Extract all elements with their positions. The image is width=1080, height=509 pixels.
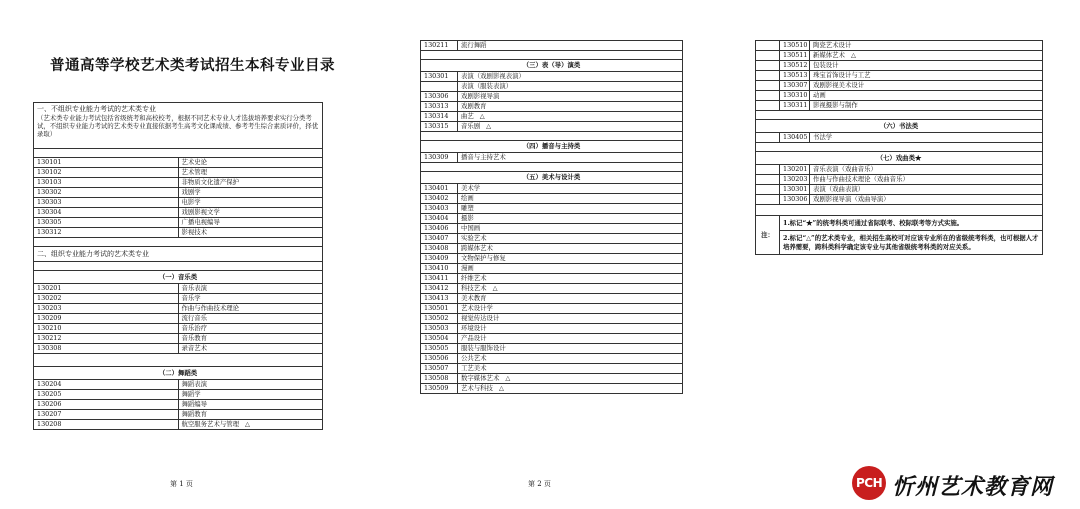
spacer-cell <box>756 61 780 71</box>
major-name-text: 文物保护与修复 <box>461 254 506 263</box>
major-name <box>810 165 1043 175</box>
major-code: 130301 <box>421 72 458 82</box>
note-row <box>756 231 1043 255</box>
major-name <box>178 334 323 344</box>
major-name-text: 工艺美术 <box>461 364 487 373</box>
spacer-cell <box>756 51 780 61</box>
major-name <box>178 228 323 238</box>
major-name <box>458 374 683 384</box>
major-row <box>421 224 683 234</box>
major-code: 130402 <box>421 194 458 204</box>
major-row <box>756 71 1043 81</box>
major-row <box>421 274 683 284</box>
major-name-text: 雕塑 <box>461 204 474 213</box>
major-row <box>34 178 323 188</box>
major-code: 130512 <box>780 61 810 71</box>
major-name <box>458 214 683 224</box>
major-code: 130310 <box>780 91 810 101</box>
major-code: 130308 <box>34 344 179 354</box>
major-name <box>458 324 683 334</box>
major-name-text: 漫画 <box>461 264 474 273</box>
major-row <box>421 284 683 294</box>
major-name-text: 产品设计 <box>461 334 487 343</box>
major-row <box>756 165 1043 175</box>
triangle-mark-icon: △ <box>479 112 485 121</box>
major-code: 130201 <box>780 165 810 175</box>
spacer-cell <box>756 71 780 81</box>
dance-heading: （二）舞蹈类 <box>34 367 323 380</box>
section-row <box>756 120 1043 133</box>
major-row <box>421 122 683 132</box>
major-code: 130315 <box>421 122 458 132</box>
major-name-text: 表演（戏剧影视表演） <box>461 72 525 81</box>
major-row <box>34 324 323 334</box>
major-row <box>756 51 1043 61</box>
note-1: 1.标记“★”的统考科类可通过省际联考、校际联考等方式实施。 <box>780 216 1043 231</box>
major-name-text: 音乐表演（戏曲音乐） <box>813 165 877 174</box>
major-row <box>421 214 683 224</box>
major-code: 130405 <box>780 133 810 143</box>
major-name <box>810 175 1043 185</box>
major-row <box>34 198 323 208</box>
spacer-cell <box>756 165 780 175</box>
major-name <box>458 354 683 364</box>
major-name <box>458 194 683 204</box>
major-name-text: 舞蹈表演 <box>181 380 208 389</box>
major-name-text: 航空服务艺术与管理 <box>181 420 240 429</box>
major-code: 130312 <box>34 228 179 238</box>
logo-text: 忻州艺术教育网 <box>892 474 1054 500</box>
major-row <box>756 101 1043 111</box>
major-name <box>458 344 683 354</box>
major-row <box>421 184 683 194</box>
major-name-text: 公共艺术 <box>461 354 487 363</box>
triangle-mark-icon: △ <box>245 420 250 429</box>
major-name-text: 视觉传达设计 <box>461 314 500 323</box>
major-name-text: 戏剧影视美术设计 <box>813 81 865 90</box>
major-code: 130413 <box>421 294 458 304</box>
major-name <box>178 294 323 304</box>
major-row <box>421 354 683 364</box>
triangle-mark-icon: △ <box>492 284 498 293</box>
major-name-text: 新媒体艺术 <box>813 51 845 60</box>
major-row <box>34 284 323 294</box>
major-row <box>756 61 1043 71</box>
major-name <box>178 314 323 324</box>
major-row <box>34 420 323 430</box>
major-name <box>458 304 683 314</box>
spacer-cell <box>756 81 780 91</box>
major-code: 130203 <box>34 304 179 314</box>
major-name <box>458 264 683 274</box>
major-name <box>178 198 323 208</box>
spacer-cell <box>756 133 780 143</box>
major-name-text: 艺术设计学 <box>461 304 493 313</box>
major-table-page-1 <box>33 102 323 430</box>
major-name <box>178 390 323 400</box>
major-code: 130307 <box>780 81 810 91</box>
major-row <box>756 175 1043 185</box>
major-row <box>34 218 323 228</box>
major-row <box>421 384 683 394</box>
major-code: 130409 <box>421 254 458 264</box>
major-name-text: 非物质文化遗产保护 <box>181 178 240 187</box>
intro-heading: 一、不组织专业能力考试的艺术类专业 <box>37 105 156 113</box>
major-code: 130103 <box>34 178 179 188</box>
major-row <box>421 254 683 264</box>
section-2-row <box>34 247 323 262</box>
major-code: 130311 <box>780 101 810 111</box>
major-name <box>458 364 683 374</box>
major-name-text: 影视摄影与制作 <box>813 101 858 110</box>
major-code: 130501 <box>421 304 458 314</box>
major-name <box>178 208 323 218</box>
major-name-text: 影视技术 <box>181 228 208 237</box>
major-name <box>178 324 323 334</box>
major-name-text: 跨媒体艺术 <box>461 244 493 253</box>
major-row <box>421 344 683 354</box>
major-name <box>458 41 683 51</box>
spacer-cell <box>756 185 780 195</box>
major-name-text: 书法学 <box>813 133 833 142</box>
major-code <box>421 82 458 92</box>
major-name <box>810 91 1043 101</box>
major-name-text: 实验艺术 <box>461 234 487 243</box>
major-name-text: 流行音乐 <box>181 314 208 323</box>
major-row <box>421 314 683 324</box>
major-name <box>810 41 1043 51</box>
major-code: 130306 <box>780 195 810 205</box>
major-name-text: 舞蹈学 <box>181 390 201 399</box>
triangle-mark-icon: △ <box>850 51 856 60</box>
major-name-text: 音乐剧 <box>461 122 481 131</box>
spacer-cell <box>756 101 780 111</box>
major-name <box>178 400 323 410</box>
opera-heading: （七）戏曲类★ <box>756 152 1043 165</box>
major-name-text: 播音与主持艺术 <box>461 153 506 162</box>
major-code: 130204 <box>34 380 179 390</box>
major-name-text: 戏剧影视导演（戏曲导演） <box>813 195 890 204</box>
major-row <box>421 364 683 374</box>
major-row <box>421 153 683 163</box>
major-name-text: 艺术与科技 <box>461 384 493 393</box>
major-row <box>421 194 683 204</box>
major-row <box>421 264 683 274</box>
major-name-text: 舞蹈教育 <box>181 410 208 419</box>
major-name <box>178 420 323 430</box>
major-name-text: 科技艺术 <box>461 284 487 293</box>
section-row <box>34 271 323 284</box>
major-code: 130509 <box>421 384 458 394</box>
spacer-cell <box>756 175 780 185</box>
major-name <box>458 122 683 132</box>
note-row <box>756 216 1043 231</box>
major-name <box>178 158 323 168</box>
major-row <box>421 204 683 214</box>
major-name-text: 表演（服装表演） <box>461 82 513 91</box>
major-row <box>34 334 323 344</box>
major-name-text: 美术学 <box>461 184 481 193</box>
major-row <box>34 304 323 314</box>
major-name-text: 数字媒体艺术 <box>461 374 500 383</box>
major-row <box>34 380 323 390</box>
major-code: 130508 <box>421 374 458 384</box>
major-name <box>810 71 1043 81</box>
major-code: 130511 <box>780 51 810 61</box>
major-code: 130510 <box>780 41 810 51</box>
major-name-text: 摄影 <box>461 214 474 223</box>
major-code: 130206 <box>34 400 179 410</box>
document-title: 普通高等学校艺术类考试招生本科专业目录 <box>50 57 335 74</box>
spacer-cell <box>756 41 780 51</box>
perform-heading: （三）表（导）演类 <box>421 60 683 72</box>
major-row <box>34 168 323 178</box>
major-name <box>178 380 323 390</box>
major-code: 130403 <box>421 204 458 214</box>
major-code: 130102 <box>34 168 179 178</box>
section-row <box>421 60 683 72</box>
major-row <box>756 81 1043 91</box>
major-name <box>810 61 1043 71</box>
major-row <box>421 102 683 112</box>
spacer-cell <box>756 91 780 101</box>
major-code: 130401 <box>421 184 458 194</box>
major-code: 130506 <box>421 354 458 364</box>
major-name-text: 戏剧教育 <box>461 102 487 111</box>
major-code: 130502 <box>421 314 458 324</box>
major-code: 130101 <box>34 158 179 168</box>
major-name <box>458 294 683 304</box>
major-row <box>421 374 683 384</box>
major-code: 130406 <box>421 224 458 234</box>
major-name <box>458 92 683 102</box>
major-code: 130507 <box>421 364 458 374</box>
triangle-mark-icon: △ <box>486 122 492 131</box>
major-name-text: 戏剧学 <box>181 188 201 197</box>
major-name-text: 录音艺术 <box>181 344 208 353</box>
section-row <box>421 141 683 153</box>
major-row <box>756 91 1043 101</box>
note-label: 注： <box>756 216 780 255</box>
major-code: 130304 <box>34 208 179 218</box>
major-row <box>34 294 323 304</box>
major-name <box>458 224 683 234</box>
site-watermark-logo <box>852 464 1054 504</box>
major-code: 130207 <box>34 410 179 420</box>
spacer-cell <box>756 195 780 205</box>
major-name-text: 艺术史论 <box>181 158 208 167</box>
major-code: 130309 <box>421 153 458 163</box>
major-name <box>178 218 323 228</box>
intro-row <box>34 103 323 149</box>
major-code: 130212 <box>34 334 179 344</box>
page-number: 第 2 页 <box>528 480 551 488</box>
major-table-page-2 <box>420 40 683 394</box>
major-row <box>421 92 683 102</box>
major-name <box>178 410 323 420</box>
major-table-page-3 <box>755 40 1043 255</box>
major-row <box>756 195 1043 205</box>
major-name <box>458 254 683 264</box>
triangle-mark-icon: △ <box>505 374 511 383</box>
major-code: 130211 <box>421 41 458 51</box>
major-name-text: 戏剧影视导演 <box>461 92 500 101</box>
major-name-text: 珠宝首饰设计与工艺 <box>813 71 871 80</box>
major-row <box>421 72 683 82</box>
major-row <box>421 41 683 51</box>
major-code: 130303 <box>34 198 179 208</box>
major-name-text: 动画 <box>813 91 826 100</box>
major-row <box>421 244 683 254</box>
major-name-text: 音乐治疗 <box>181 324 208 333</box>
major-name-text: 戏剧影视文学 <box>181 208 220 217</box>
calli-heading: （六）书法类 <box>756 120 1043 133</box>
major-name-text: 流行舞蹈 <box>461 41 487 50</box>
art-heading: （五）美术与设计类 <box>421 172 683 184</box>
major-name <box>458 384 683 394</box>
major-code: 130209 <box>34 314 179 324</box>
major-name-text: 环境设计 <box>461 324 487 333</box>
page-number: 第 1 页 <box>170 480 193 488</box>
major-row <box>34 390 323 400</box>
major-code: 130210 <box>34 324 179 334</box>
major-code: 130202 <box>34 294 179 304</box>
major-row <box>34 208 323 218</box>
major-name <box>178 304 323 314</box>
major-code: 130513 <box>780 71 810 81</box>
major-name <box>810 133 1043 143</box>
major-name-text: 音乐学 <box>181 294 201 303</box>
major-name <box>178 178 323 188</box>
major-name <box>458 314 683 324</box>
major-code: 130407 <box>421 234 458 244</box>
major-name <box>810 51 1043 61</box>
major-name-text: 陶瓷艺术设计 <box>813 41 852 50</box>
section-2-heading: 二、组织专业能力考试的艺术类专业 <box>34 247 323 262</box>
major-name <box>458 204 683 214</box>
major-name <box>178 284 323 294</box>
triangle-mark-icon: △ <box>498 384 504 393</box>
major-name <box>810 185 1043 195</box>
major-code: 130313 <box>421 102 458 112</box>
major-row <box>34 344 323 354</box>
logo-badge-icon: PCH <box>852 466 886 500</box>
major-name <box>458 184 683 194</box>
major-name <box>458 234 683 244</box>
section-row <box>756 152 1043 165</box>
major-row <box>34 410 323 420</box>
major-code: 130408 <box>421 244 458 254</box>
section-row <box>421 172 683 184</box>
major-name <box>458 112 683 122</box>
intro-text: （艺术类专业能力考试包括省级统考和高校校考，根据不同艺术专业人才选拔培养要求实行分类考试，不组织专业能力考试的艺术类专业直接依据考生高考文化课成绩、参考考生综合素质评价，择优录取） <box>37 113 319 138</box>
major-name <box>458 82 683 92</box>
major-name-text: 艺术管理 <box>181 168 208 177</box>
major-name-text: 美术教育 <box>461 294 487 303</box>
major-name-text: 中国画 <box>461 224 481 233</box>
major-row <box>34 400 323 410</box>
major-code: 130201 <box>34 284 179 294</box>
major-code: 130203 <box>780 175 810 185</box>
major-row <box>34 314 323 324</box>
major-row <box>421 294 683 304</box>
major-name-text: 音乐表演 <box>181 284 208 293</box>
major-name-text: 绘画 <box>461 194 474 203</box>
major-row <box>421 324 683 334</box>
major-row <box>421 112 683 122</box>
broadcast-heading: （四）播音与主持类 <box>421 141 683 153</box>
major-code: 130410 <box>421 264 458 274</box>
major-name <box>810 81 1043 91</box>
major-name <box>178 168 323 178</box>
major-name <box>458 102 683 112</box>
note-2: 2.标记“△”的艺术类专业，相关招生高校可对应该专业所在的省级统考科类，也可根据人才培养需要，跨科类科学确定该专业与其他省级统考科类的对应关系。 <box>780 231 1043 255</box>
major-name-text: 作曲与作曲技术理论（戏曲音乐） <box>813 175 909 184</box>
major-code: 130404 <box>421 214 458 224</box>
major-name-text: 广播电视编导 <box>181 218 220 227</box>
major-code: 130505 <box>421 344 458 354</box>
major-name <box>458 284 683 294</box>
major-code: 130208 <box>34 420 179 430</box>
major-name-text: 作曲与作曲技术理论 <box>181 304 240 313</box>
major-name <box>458 153 683 163</box>
major-code: 130504 <box>421 334 458 344</box>
major-row <box>421 82 683 92</box>
major-name-text: 服装与服饰设计 <box>461 344 506 353</box>
major-code: 130314 <box>421 112 458 122</box>
major-row <box>34 188 323 198</box>
major-code: 130205 <box>34 390 179 400</box>
major-name <box>458 244 683 254</box>
major-name <box>178 344 323 354</box>
section-row <box>34 367 323 380</box>
major-code: 130302 <box>34 188 179 198</box>
major-row <box>421 234 683 244</box>
major-row <box>34 158 323 168</box>
major-code: 130412 <box>421 284 458 294</box>
major-name <box>458 72 683 82</box>
major-name <box>810 101 1043 111</box>
major-row <box>421 334 683 344</box>
major-name <box>458 274 683 284</box>
major-name-text: 曲艺 <box>461 112 474 121</box>
major-name-text: 纤维艺术 <box>461 274 487 283</box>
major-row <box>34 228 323 238</box>
major-code: 130301 <box>780 185 810 195</box>
major-row <box>421 304 683 314</box>
major-name-text: 表演（戏曲表演） <box>813 185 865 194</box>
major-code: 130305 <box>34 218 179 228</box>
major-row <box>756 185 1043 195</box>
major-code: 130503 <box>421 324 458 334</box>
major-name <box>178 188 323 198</box>
major-name <box>458 334 683 344</box>
major-code: 130411 <box>421 274 458 284</box>
major-name-text: 包装设计 <box>813 61 839 70</box>
major-code: 130306 <box>421 92 458 102</box>
major-row <box>756 133 1043 143</box>
major-name-text: 音乐教育 <box>181 334 208 343</box>
major-name-text: 舞蹈编导 <box>181 400 208 409</box>
music-heading: （一）音乐类 <box>34 271 323 284</box>
major-name-text: 电影学 <box>181 198 201 207</box>
major-row <box>756 41 1043 51</box>
major-name <box>810 195 1043 205</box>
